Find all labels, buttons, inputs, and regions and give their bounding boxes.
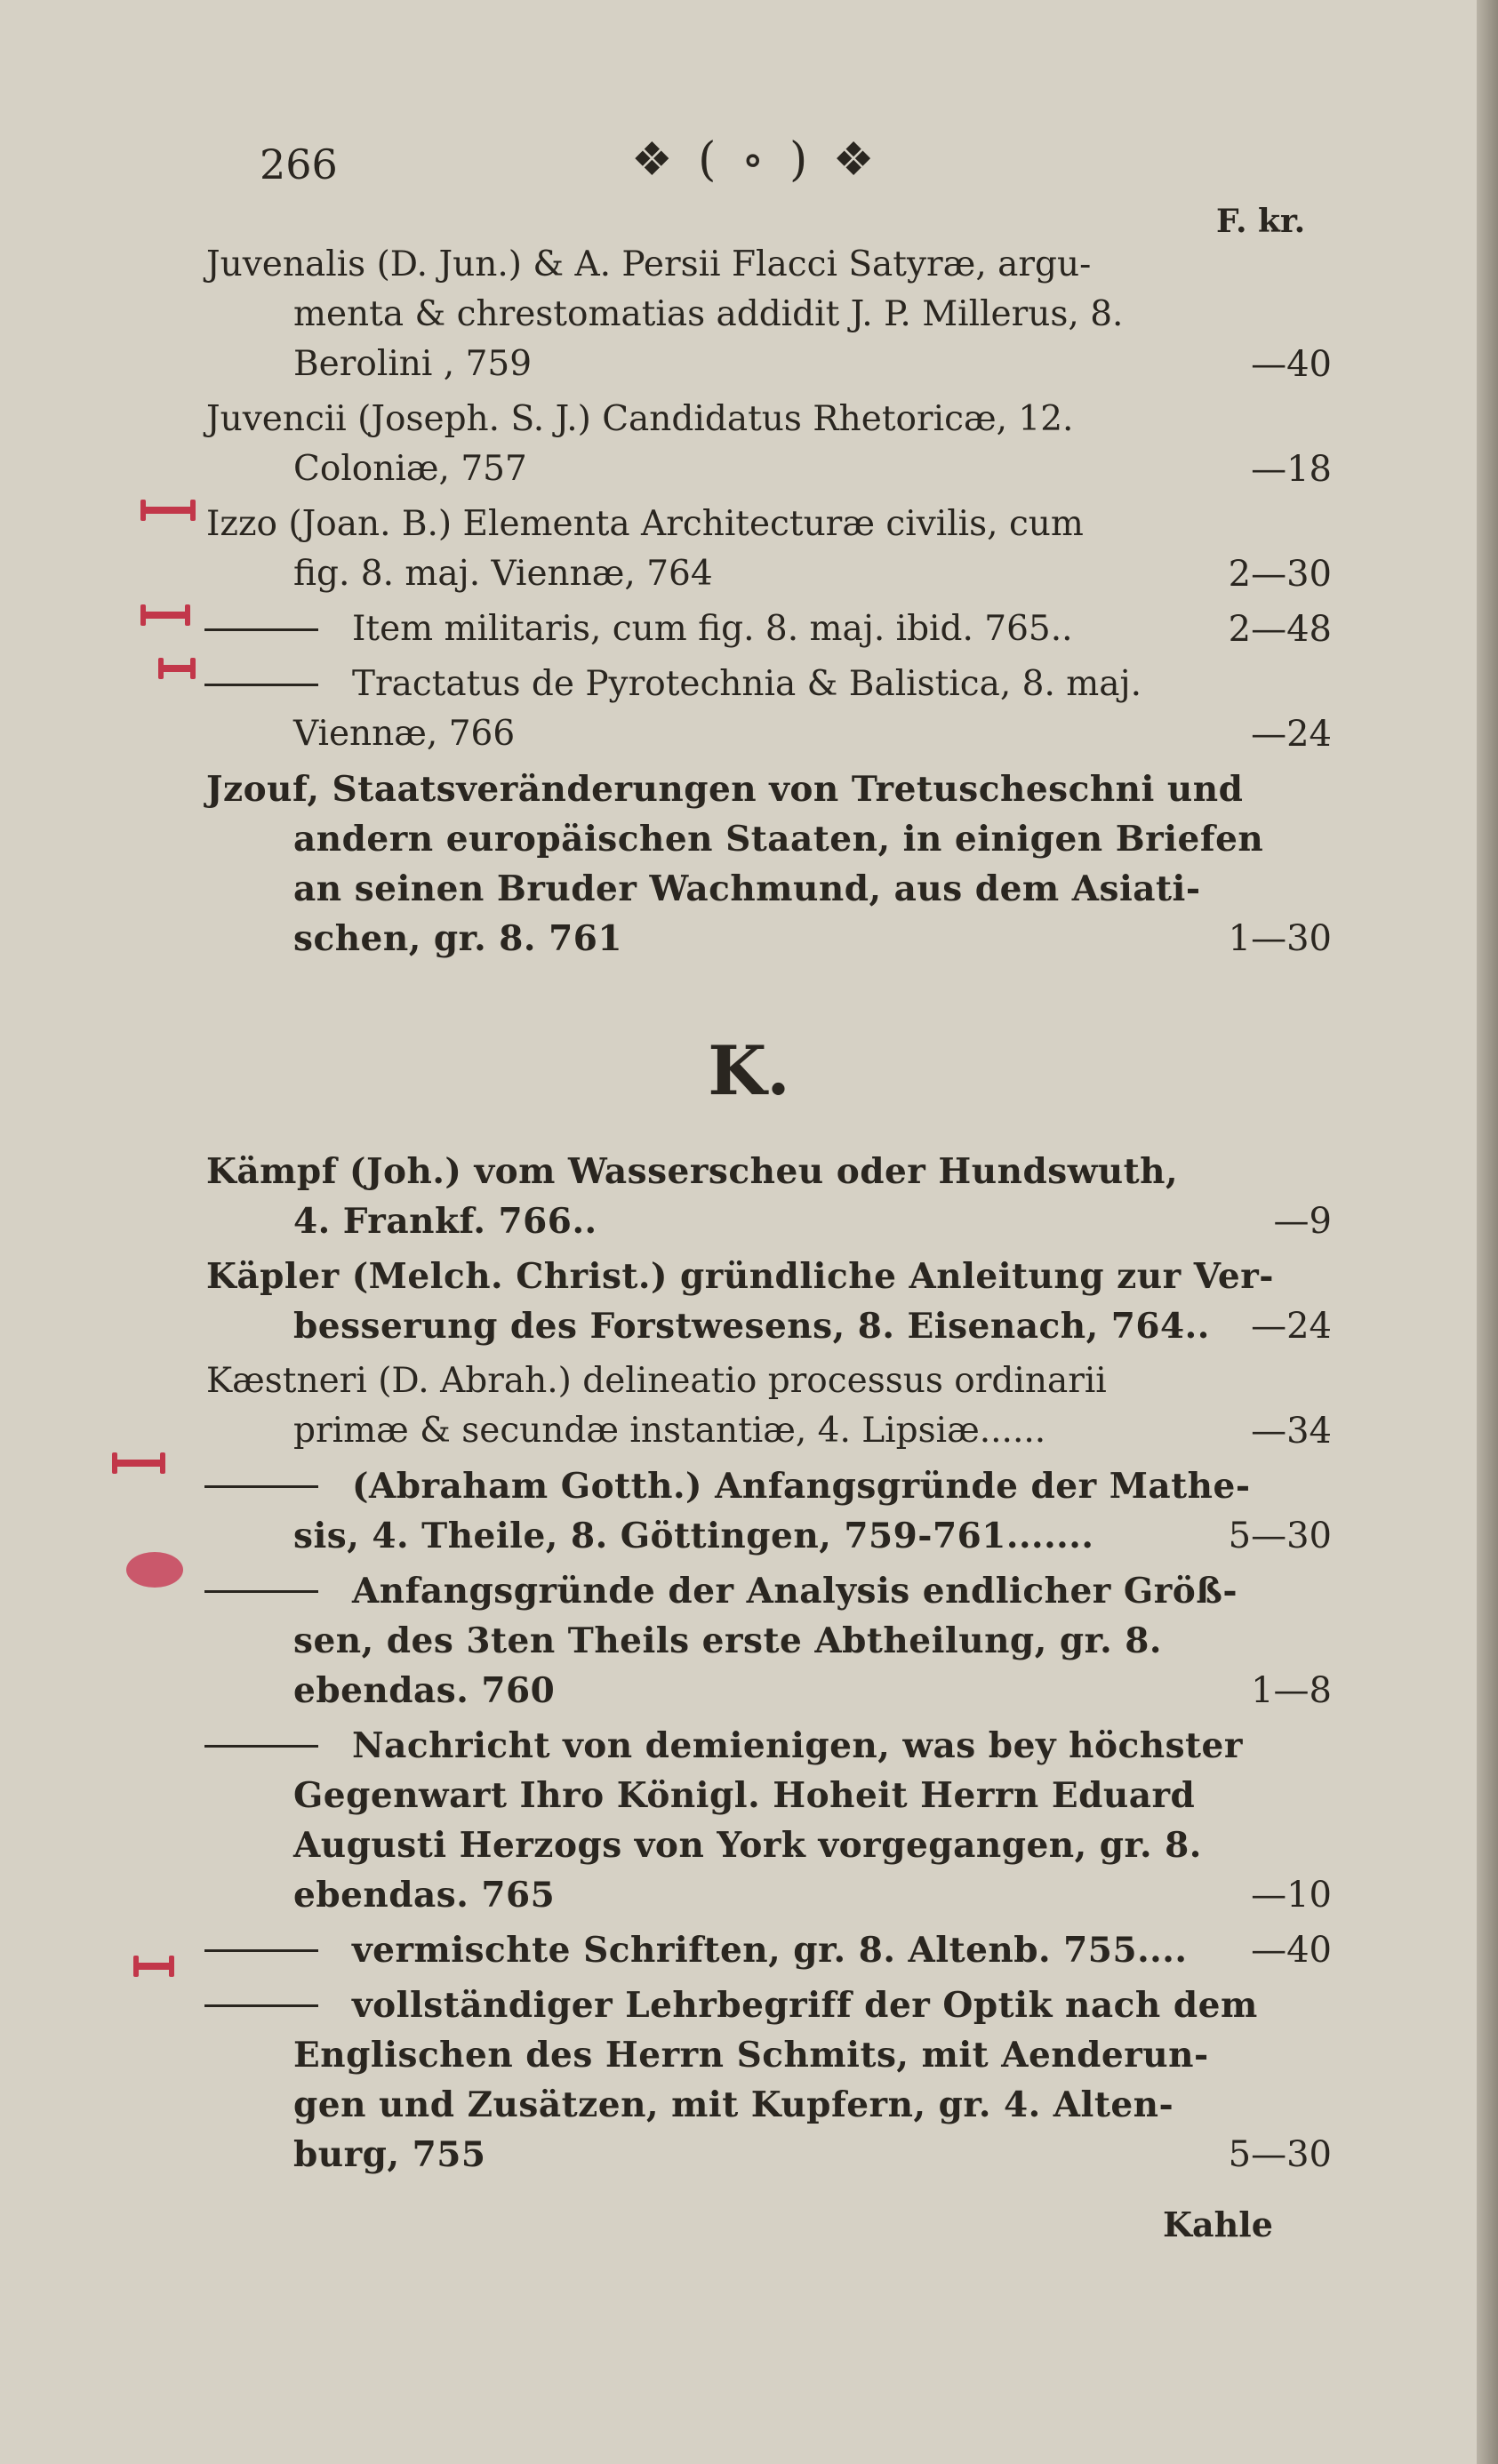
- entries-k: [0, 1147, 1498, 2185]
- entry-price: —40: [1251, 344, 1332, 385]
- entry-line: Viennæ, 766: [293, 714, 516, 754]
- entry-line: 4. Frankf. 766..: [293, 1201, 597, 1242]
- entry-line: Item militaris, cum fig. 8. maj. ibid. 765..: [352, 609, 1073, 649]
- entry-price: 1—30: [1228, 918, 1332, 959]
- red-margin-mark: [140, 612, 190, 619]
- entry-price: —34: [1251, 1411, 1332, 1452]
- entry-line: Augusti Herzogs von York vorgegangen, gr. 8.: [293, 1825, 1202, 1866]
- entry-line: primæ & secundæ instantiæ, 4. Lipsiæ......: [293, 1411, 1046, 1451]
- entry-line: fig. 8. maj. Viennæ, 764: [293, 554, 713, 594]
- entry-kaestner-analysis: [0, 1566, 1498, 1716]
- entry-line: Coloniæ, 757: [293, 449, 527, 489]
- entry-price: 2—30: [1228, 554, 1332, 595]
- entry-kaestner-nachricht: [0, 1721, 1498, 1920]
- ditto-dash: [204, 1745, 318, 1748]
- entry-line: Gegenwart Ihro Königl. Hoheit Herrn Eduard: [293, 1775, 1196, 1816]
- red-ink-blot: [126, 1552, 183, 1588]
- entry-jzouf: [0, 764, 1498, 964]
- entry-price: 5—30: [1228, 2134, 1332, 2175]
- entry-price: —24: [1251, 1306, 1332, 1347]
- entry-izzo: [0, 500, 1498, 599]
- entry-line: sis, 4. Theile, 8. Göttingen, 759-761.......: [293, 1516, 1094, 1556]
- entry-line: ebendas. 760: [293, 1670, 556, 1711]
- ditto-dash: [204, 2004, 318, 2007]
- entry-line: Juvencii (Joseph. S. J.) Candidatus Rhetoricæ, 12.: [206, 399, 1074, 439]
- entry-line: vermischte Schriften, gr. 8. Altenb. 755....: [352, 1930, 1188, 1971]
- entry-line: an seinen Bruder Wachmund, aus dem Asiati-: [293, 868, 1201, 909]
- entry-line: sen, des 3ten Theils erste Abtheilung, gr. 8.: [293, 1620, 1162, 1661]
- entry-line: burg, 755: [293, 2134, 486, 2175]
- entry-line: (Abraham Gotth.) Anfangsgründe der Mathe-: [352, 1466, 1251, 1507]
- entry-line: Berolini , 759: [293, 344, 533, 384]
- ditto-dash: [204, 1485, 318, 1488]
- entry-line: Anfangsgründe der Analysis endlicher Größ-: [352, 1571, 1238, 1612]
- entry-line: Nachricht von demienigen, was bey höchster: [352, 1725, 1243, 1766]
- ditto-dash: [204, 628, 318, 631]
- entry-price: —10: [1251, 1875, 1332, 1916]
- entry-line: Jzouf, Staatsveränderungen von Tretuscheschni und: [206, 769, 1244, 810]
- entry-line: besserung des Forstwesens, 8. Eisenach, 764..: [293, 1306, 1210, 1347]
- ditto-dash: [204, 1949, 318, 1952]
- entry-price: 2—48: [1228, 609, 1332, 650]
- entry-juvenalis: [0, 240, 1498, 389]
- entry-line: ebendas. 765: [293, 1875, 556, 1916]
- price-column-heading: F. kr.: [1216, 203, 1306, 240]
- section-letter: K.: [708, 1031, 790, 1110]
- entry-line: Kæstneri (D. Abrah.) delineatio processus ordinarii: [206, 1361, 1107, 1401]
- running-head: [0, 133, 1498, 204]
- entries-j: [0, 240, 1498, 969]
- entry-juvencii: [0, 395, 1498, 494]
- entry-price: —24: [1251, 714, 1332, 755]
- entry-price: 5—30: [1228, 1516, 1332, 1556]
- entry-line: schen, gr. 8. 761: [293, 918, 622, 959]
- page-number: 266: [260, 140, 338, 188]
- entry-line: Tractatus de Pyrotechnia & Balistica, 8. maj.: [352, 664, 1142, 704]
- entry-price: —9: [1273, 1201, 1332, 1242]
- entry-kaestneri: [0, 1356, 1498, 1456]
- entry-kaestner-optik: [0, 1980, 1498, 2180]
- entry-line: Izzo (Joan. B.) Elementa Architecturæ civilis, cum: [206, 504, 1084, 544]
- entry-line: vollständiger Lehrbegriff der Optik nach dem: [352, 1985, 1258, 2026]
- entry-line: gen und Zusätzen, mit Kupfern, gr. 4. Alten-: [293, 2084, 1174, 2125]
- entry-line: Käpler (Melch. Christ.) gründliche Anleitung zur Ver-: [206, 1256, 1274, 1297]
- entry-price: 1—8: [1251, 1670, 1332, 1711]
- entry-price: —18: [1251, 449, 1332, 490]
- entry-price: —40: [1251, 1930, 1332, 1971]
- red-margin-mark: [140, 507, 196, 514]
- entry-izzo-item: [0, 604, 1498, 654]
- red-margin-mark: [133, 1963, 174, 1970]
- entry-line: Juvenalis (D. Jun.) & A. Persii Flacci Satyræ, argu-: [206, 244, 1092, 284]
- entry-line: andern europäischen Staaten, in einigen Briefen: [293, 819, 1264, 860]
- ditto-dash: [204, 684, 318, 686]
- entry-kaestner-vermischte: [0, 1925, 1498, 1975]
- entry-line: Kämpf (Joh.) vom Wasserscheu oder Hundswuth,: [206, 1151, 1179, 1192]
- red-margin-mark: [112, 1460, 165, 1467]
- entry-kaestner-abraham: [0, 1461, 1498, 1561]
- head-ornament: ❖ ( ∘ ) ❖: [631, 133, 880, 187]
- ditto-dash: [204, 1590, 318, 1593]
- entry-kaempf: [0, 1147, 1498, 1246]
- catchword: Kahle: [1163, 2204, 1273, 2244]
- entry-izzo-tractatus: [0, 660, 1498, 759]
- red-margin-mark: [158, 665, 196, 672]
- entry-line: Englischen des Herrn Schmits, mit Aenderun-: [293, 2035, 1209, 2076]
- entry-kaepler: [0, 1252, 1498, 1351]
- entry-line: menta & chrestomatias addidit J. P. Millerus, 8.: [293, 294, 1124, 334]
